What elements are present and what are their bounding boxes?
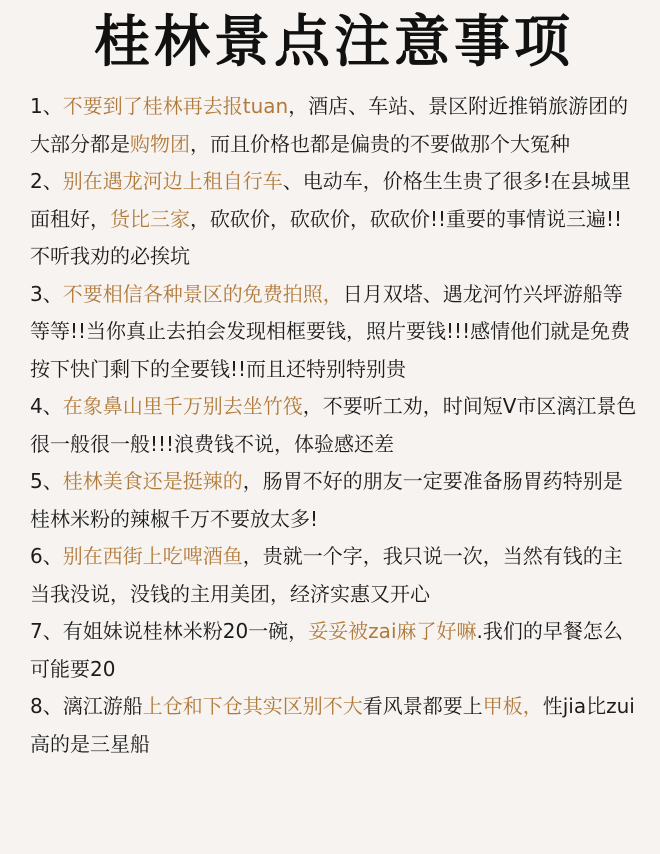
tip-item-2 [30, 163, 638, 276]
tip-item-3 [30, 276, 638, 389]
tip-item-8 [30, 688, 638, 763]
tip-highlight-text: 货比三家 [110, 206, 190, 231]
tip-item-7 [30, 613, 638, 688]
tip-text: ，不要听工劝，时间短V市区漓江景色很一般很一般!!!浪费钱不说，体验感还差 [30, 394, 637, 456]
tip-text: ，砍砍价，砍砍价，砍砍价!!重要的事情说三遍!!不听我劝的必挨坑 [30, 206, 623, 268]
tip-text: 看风景都要上 [362, 694, 483, 718]
tip-highlight-text: 别在遇龙河边上租自行车 [62, 169, 283, 193]
tip-item-5 [30, 463, 638, 538]
tip-highlight-text: 妥妥被zai麻了好嘛 [308, 619, 477, 643]
tip-text: 2、 [30, 169, 63, 193]
tip-text: 、电动车，价格生生贵了很多!在县城里面租好， [30, 169, 631, 231]
tip-text: 日月双塔、遇龙河竹兴坪游船等等等!!当你真止去拍会发现相框要钱，照片要钱!!!感情他们就是免费按下快门剩下的全要钱!!而且还特别特别贵 [30, 281, 631, 381]
tip-text: 性jia比zui高的是三星船 [30, 694, 635, 756]
tip-text: ，而且价格也都是偏贵的不要做那个大冤种 [190, 131, 570, 156]
tip-highlight-text: 桂林美食还是挺辣的 [62, 469, 243, 493]
tips-list [30, 88, 638, 763]
tip-highlight-text: 别在西街上吃啤酒鱼 [62, 544, 243, 568]
tip-text: 5、 [30, 469, 63, 493]
tip-text: 3、 [30, 281, 63, 306]
tip-text: 4、 [30, 394, 63, 418]
tip-item-4 [30, 388, 638, 463]
tip-text: ，肠胃不好的朋友一定要准备肠胃药特别是桂林米粉的辣椒千万不要放太多! [30, 469, 623, 531]
tip-highlight-text: 不要相信各种景区的免费拍照， [62, 281, 343, 306]
tip-text: 8、漓江游船 [30, 694, 143, 718]
tip-highlight-text: 上仓和下仓其实区别不大 [142, 694, 363, 718]
tip-highlight-text: 不要到了桂林再去报tuan [62, 94, 289, 118]
tip-highlight-text: 购物团 [130, 131, 190, 156]
tip-highlight-text: 甲板， [482, 694, 543, 718]
tip-highlight-text: 在象鼻山里千万别去坐竹筏 [62, 394, 303, 418]
tip-item-1 [30, 88, 638, 163]
tip-text: 6、 [30, 544, 63, 568]
page-title: 桂林景点注意事项 [94, 9, 574, 75]
tip-item-6 [30, 538, 638, 613]
tip-text: 1、 [30, 94, 63, 118]
tip-text: ，贵就一个字，我只说一次，当然有钱的主当我没说，没钱的主用美团，经济实惠又开心 [30, 544, 623, 606]
tip-text: .我们的早餐怎么可能要20 [30, 619, 623, 681]
tip-text: ，酒店、车站、景区附近推销旅游团的大部分都是 [30, 94, 629, 156]
tip-text: 7、有姐妹说桂林米粉20一碗， [30, 619, 309, 643]
